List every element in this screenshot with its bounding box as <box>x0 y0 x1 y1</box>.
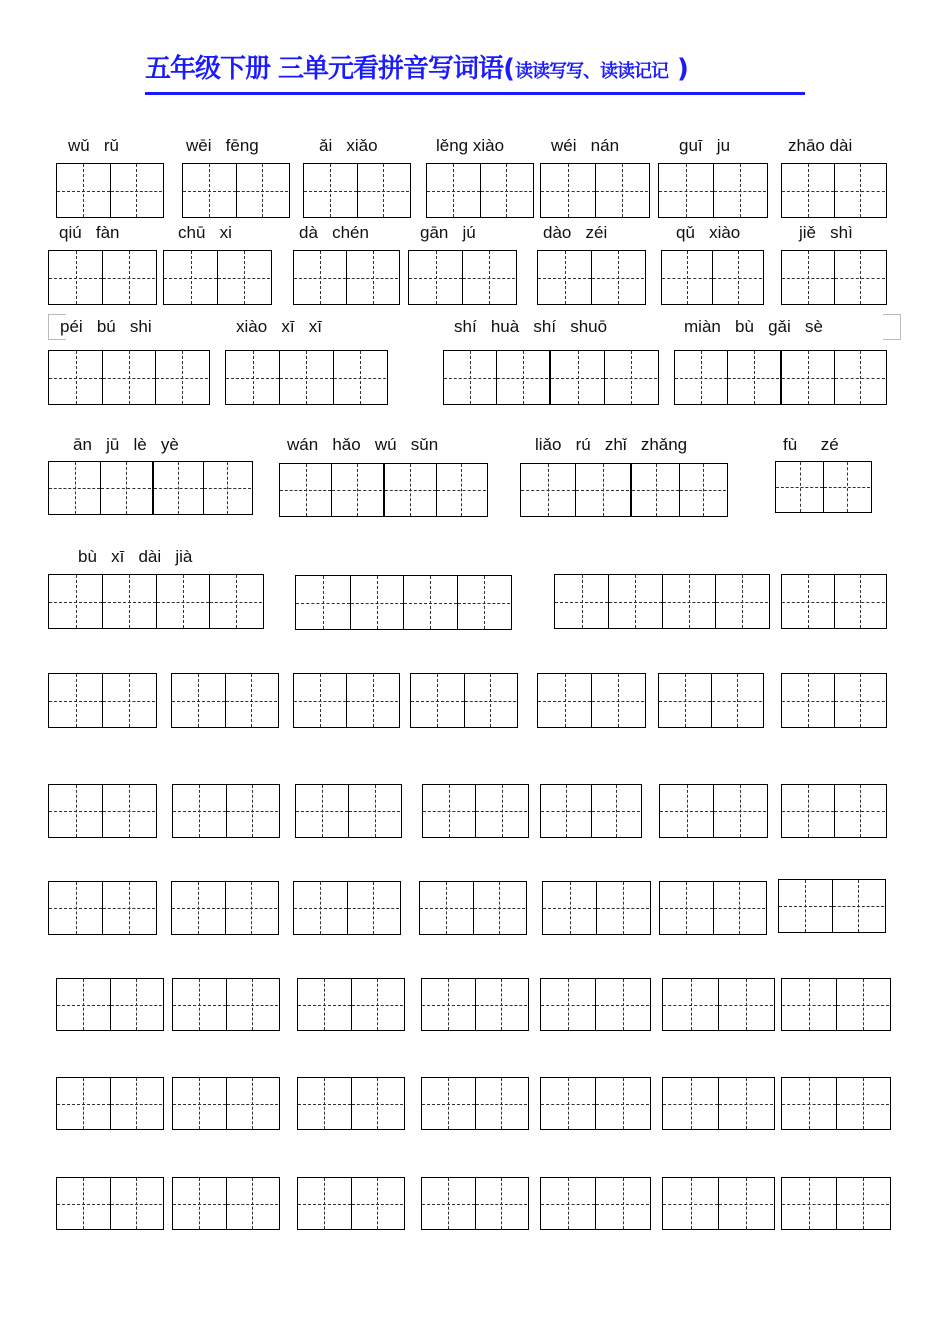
tianzige-cell[interactable] <box>604 351 657 404</box>
tianzige-cell[interactable] <box>436 464 487 516</box>
writing-grid-box[interactable] <box>781 1177 891 1230</box>
tianzige-cell[interactable] <box>836 1078 890 1129</box>
title-paren-close: ) <box>667 54 689 84</box>
tianzige-cell[interactable] <box>595 1178 649 1229</box>
tianzige-cell[interactable] <box>538 251 591 304</box>
writing-grid-box[interactable] <box>295 575 512 630</box>
writing-grid-box[interactable] <box>674 350 781 405</box>
tianzige-cell[interactable] <box>154 462 203 514</box>
tianzige-cell[interactable] <box>280 464 331 516</box>
tianzige-cell[interactable] <box>718 1178 773 1229</box>
tianzige-cell[interactable] <box>475 785 527 837</box>
writing-grid-box[interactable] <box>775 461 872 513</box>
writing-grid-box[interactable] <box>520 463 631 517</box>
tianzige-cell[interactable] <box>331 464 382 516</box>
tianzige-cell[interactable] <box>296 785 348 837</box>
tianzige-cell[interactable] <box>782 351 834 404</box>
writing-grid-box[interactable] <box>295 784 402 838</box>
tianzige-cell[interactable] <box>663 979 718 1030</box>
tianzige-cell[interactable] <box>298 1178 351 1229</box>
tianzige-cell[interactable] <box>100 462 151 514</box>
pinyin-label: bù xī dài jià <box>78 547 193 566</box>
tianzige-cell[interactable] <box>462 251 515 304</box>
writing-grid-box[interactable] <box>48 250 157 305</box>
tianzige-cell[interactable] <box>110 1078 163 1129</box>
tianzige-cell[interactable] <box>420 882 473 934</box>
writing-grid-box[interactable] <box>781 1077 891 1130</box>
tianzige-cell[interactable] <box>834 575 886 628</box>
tianzige-cell[interactable] <box>49 674 102 727</box>
writing-grid-box[interactable] <box>540 1077 651 1130</box>
tianzige-cell[interactable] <box>385 464 436 516</box>
pinyin-label: wán hǎo wú sǔn <box>287 435 439 454</box>
tianzige-cell[interactable] <box>236 164 289 217</box>
tianzige-cell[interactable] <box>782 785 834 837</box>
tianzige-cell[interactable] <box>226 1078 279 1129</box>
tianzige-cell[interactable] <box>57 1178 110 1229</box>
worksheet-title <box>145 48 805 94</box>
writing-grid-box[interactable] <box>554 574 770 629</box>
tianzige-cell[interactable] <box>496 351 548 404</box>
writing-grid-box[interactable] <box>293 673 400 728</box>
writing-grid-box[interactable] <box>662 1177 775 1230</box>
tianzige-cell[interactable] <box>834 674 886 727</box>
writing-grid-box[interactable] <box>426 163 534 218</box>
tianzige-cell[interactable] <box>782 251 834 304</box>
tianzige-cell[interactable] <box>675 351 727 404</box>
tianzige-cell[interactable] <box>164 251 217 304</box>
writing-grid-box[interactable] <box>279 463 384 517</box>
tianzige-cell[interactable] <box>226 979 279 1030</box>
tianzige-cell[interactable] <box>110 164 163 217</box>
tianzige-cell[interactable] <box>660 785 713 837</box>
writing-grid-box[interactable] <box>48 350 210 405</box>
tianzige-cell[interactable] <box>679 464 726 516</box>
tianzige-cell[interactable] <box>473 882 526 934</box>
tianzige-cell[interactable] <box>351 1178 404 1229</box>
writing-grid-box[interactable] <box>172 784 280 838</box>
tianzige-cell[interactable] <box>173 1078 226 1129</box>
tianzige-cell[interactable] <box>832 880 885 932</box>
tianzige-cell[interactable] <box>427 164 480 217</box>
tianzige-cell[interactable] <box>521 464 575 516</box>
pinyin-label: xiào xī xī <box>236 317 322 336</box>
writing-grid-box[interactable] <box>297 1077 405 1130</box>
tianzige-cell[interactable] <box>660 882 713 934</box>
tianzige-cell[interactable] <box>183 164 236 217</box>
tianzige-cell[interactable] <box>823 462 870 512</box>
writing-grid-box[interactable] <box>384 463 488 517</box>
tianzige-cell[interactable] <box>475 1078 528 1129</box>
writing-grid-box[interactable] <box>56 1177 164 1230</box>
tianzige-cell[interactable] <box>102 674 155 727</box>
tianzige-cell[interactable] <box>173 1178 226 1229</box>
writing-grid-box[interactable] <box>172 978 280 1031</box>
tianzige-cell[interactable] <box>172 882 225 934</box>
tianzige-cell[interactable] <box>102 351 155 404</box>
writing-grid-box[interactable] <box>778 879 886 933</box>
tianzige-cell[interactable] <box>836 979 890 1030</box>
writing-grid-box[interactable] <box>297 1177 405 1230</box>
writing-grid-box[interactable] <box>662 1077 775 1130</box>
tianzige-cell[interactable] <box>662 575 715 628</box>
tianzige-cell[interactable] <box>411 674 464 727</box>
tianzige-cell[interactable] <box>110 979 163 1030</box>
tianzige-cell[interactable] <box>538 674 591 727</box>
tianzige-cell[interactable] <box>422 1078 475 1129</box>
tianzige-cell[interactable] <box>713 882 766 934</box>
tianzige-cell[interactable] <box>475 1178 528 1229</box>
writing-grid-box[interactable] <box>540 1177 651 1230</box>
writing-grid-box[interactable] <box>56 1077 164 1130</box>
tianzige-cell[interactable] <box>333 351 386 404</box>
tianzige-cell[interactable] <box>423 785 475 837</box>
writing-grid-box[interactable] <box>781 574 887 629</box>
writing-grid-box[interactable] <box>153 461 253 515</box>
tianzige-cell[interactable] <box>347 882 400 934</box>
tianzige-cell[interactable] <box>776 462 823 512</box>
tianzige-cell[interactable] <box>834 251 886 304</box>
pinyin-label: qiú fàn <box>59 223 120 242</box>
tianzige-cell[interactable] <box>217 251 270 304</box>
tianzige-cell[interactable] <box>711 674 763 727</box>
tianzige-cell[interactable] <box>464 674 517 727</box>
tianzige-cell[interactable] <box>782 575 834 628</box>
tianzige-cell[interactable] <box>357 164 410 217</box>
tianzige-cell[interactable] <box>541 1078 595 1129</box>
tianzige-cell[interactable] <box>662 251 712 304</box>
pinyin-label: lěng xiào <box>436 136 505 155</box>
tianzige-cell[interactable] <box>659 674 711 727</box>
writing-grid-box[interactable] <box>297 978 405 1031</box>
tianzige-cell[interactable] <box>541 979 595 1030</box>
title-paren-open: ( <box>503 54 515 84</box>
tianzige-cell[interactable] <box>102 251 155 304</box>
pinyin-label: shí huà shí shuō <box>454 317 608 336</box>
tianzige-cell[interactable] <box>102 882 155 934</box>
tianzige-cell[interactable] <box>782 979 836 1030</box>
tianzige-cell[interactable] <box>57 979 110 1030</box>
tianzige-cell[interactable] <box>713 785 766 837</box>
tianzige-cell[interactable] <box>782 1078 836 1129</box>
writing-grid-box[interactable] <box>781 250 887 305</box>
tianzige-cell[interactable] <box>49 785 102 837</box>
tianzige-cell[interactable] <box>351 1078 404 1129</box>
pinyin-label: qǔ xiào <box>676 223 741 242</box>
tianzige-cell[interactable] <box>834 785 886 837</box>
tianzige-cell[interactable] <box>156 575 209 628</box>
writing-grid-box[interactable] <box>781 673 887 728</box>
writing-grid-box[interactable] <box>171 673 279 728</box>
writing-grid-box[interactable] <box>443 350 550 405</box>
pinyin-label: wǔ rǔ <box>68 136 120 155</box>
tianzige-cell[interactable] <box>102 785 155 837</box>
writing-grid-box[interactable] <box>225 350 388 405</box>
tianzige-cell[interactable] <box>834 164 886 217</box>
tianzige-cell[interactable] <box>403 576 457 629</box>
pinyin-label: dà chén <box>299 223 369 242</box>
pinyin-label: guī ju <box>679 136 731 155</box>
tianzige-cell[interactable] <box>296 576 350 629</box>
tianzige-cell[interactable] <box>173 785 226 837</box>
writing-grid-box[interactable] <box>421 1077 529 1130</box>
tianzige-cell[interactable] <box>834 351 886 404</box>
writing-grid-box[interactable] <box>659 881 767 935</box>
writing-grid-box[interactable] <box>662 978 775 1031</box>
writing-grid-box[interactable] <box>540 163 650 218</box>
writing-grid-box[interactable] <box>172 1177 280 1230</box>
corner-mark-right <box>883 314 901 340</box>
pinyin-label: wēi fēng <box>186 136 259 155</box>
writing-grid-box[interactable] <box>172 1077 280 1130</box>
tianzige-cell[interactable] <box>457 576 511 629</box>
title-sub: 读读写写、读读记记 <box>514 61 668 82</box>
tianzige-cell[interactable] <box>110 1178 163 1229</box>
pinyin-label: ān jū lè yè <box>73 435 179 454</box>
writing-grid-box[interactable] <box>422 784 529 838</box>
writing-grid-box[interactable] <box>537 673 646 728</box>
writing-grid-box[interactable] <box>781 163 887 218</box>
writing-grid-box[interactable] <box>537 250 646 305</box>
tianzige-cell[interactable] <box>779 880 832 932</box>
writing-grid-box[interactable] <box>419 881 527 935</box>
writing-grid-box[interactable] <box>48 574 264 629</box>
tianzige-cell[interactable] <box>591 251 644 304</box>
pinyin-label: fù zé <box>783 435 839 454</box>
tianzige-cell[interactable] <box>551 351 604 404</box>
tianzige-cell[interactable] <box>209 575 262 628</box>
writing-grid-box[interactable] <box>48 881 157 935</box>
tianzige-cell[interactable] <box>718 979 773 1030</box>
tianzige-cell[interactable] <box>294 882 347 934</box>
writing-grid-box[interactable] <box>631 463 728 517</box>
writing-grid-box[interactable] <box>781 978 891 1031</box>
pinyin-label: liǎo rú zhǐ zhǎng <box>535 435 688 454</box>
tianzige-cell[interactable] <box>575 464 629 516</box>
tianzige-cell[interactable] <box>727 351 779 404</box>
writing-grid-box[interactable] <box>540 978 651 1031</box>
title-main: 五年级下册 三单元看拼音写词语 <box>145 54 504 84</box>
tianzige-cell[interactable] <box>304 164 357 217</box>
tianzige-cell[interactable] <box>782 164 834 217</box>
tianzige-cell[interactable] <box>351 979 404 1030</box>
tianzige-cell[interactable] <box>49 462 100 514</box>
writing-grid-box[interactable] <box>781 350 887 405</box>
tianzige-cell[interactable] <box>298 1078 351 1129</box>
writing-grid-box[interactable] <box>408 250 517 305</box>
writing-grid-box[interactable] <box>48 673 157 728</box>
pinyin-label: gān jú <box>420 223 476 242</box>
tianzige-cell[interactable] <box>596 882 649 934</box>
tianzige-cell[interactable] <box>57 164 110 217</box>
tianzige-cell[interactable] <box>225 674 278 727</box>
tianzige-cell[interactable] <box>49 351 102 404</box>
tianzige-cell[interactable] <box>348 785 400 837</box>
tianzige-cell[interactable] <box>595 979 649 1030</box>
tianzige-cell[interactable] <box>663 1078 718 1129</box>
pinyin-label: péi bú shi <box>60 317 152 336</box>
tianzige-cell[interactable] <box>226 351 279 404</box>
tianzige-cell[interactable] <box>595 1078 649 1129</box>
tianzige-cell[interactable] <box>591 674 644 727</box>
pinyin-label: jiě shì <box>799 223 853 242</box>
tianzige-cell[interactable] <box>782 674 834 727</box>
writing-grid-box[interactable] <box>303 163 411 218</box>
tianzige-cell[interactable] <box>595 164 649 217</box>
writing-grid-box[interactable] <box>659 784 768 838</box>
writing-grid-box[interactable] <box>781 784 887 838</box>
writing-grid-box[interactable] <box>550 350 659 405</box>
tianzige-cell[interactable] <box>298 979 351 1030</box>
writing-grid-box[interactable] <box>410 673 518 728</box>
writing-grid-box[interactable] <box>421 978 529 1031</box>
tianzige-cell[interactable] <box>713 164 767 217</box>
tianzige-cell[interactable] <box>718 1078 773 1129</box>
tianzige-cell[interactable] <box>475 979 528 1030</box>
tianzige-cell[interactable] <box>57 1078 110 1129</box>
tianzige-cell[interactable] <box>608 575 661 628</box>
pinyin-label: wéi nán <box>551 136 620 155</box>
tianzige-cell[interactable] <box>444 351 496 404</box>
pinyin-label: miàn bù gǎi sè <box>684 317 823 336</box>
tianzige-cell[interactable] <box>541 164 595 217</box>
pinyin-label: chū xi <box>178 223 232 242</box>
tianzige-cell[interactable] <box>155 351 208 404</box>
tianzige-cell[interactable] <box>346 251 398 304</box>
writing-grid-box[interactable] <box>658 673 764 728</box>
tianzige-cell[interactable] <box>102 575 155 628</box>
pinyin-label: ǎi xiǎo <box>319 136 378 155</box>
tianzige-cell[interactable] <box>541 1178 595 1229</box>
writing-grid-box[interactable] <box>163 250 272 305</box>
tianzige-cell[interactable] <box>172 674 225 727</box>
tianzige-cell[interactable] <box>226 785 279 837</box>
tianzige-cell[interactable] <box>555 575 608 628</box>
tianzige-cell[interactable] <box>346 674 398 727</box>
writing-grid-box[interactable] <box>293 881 401 935</box>
tianzige-cell[interactable] <box>659 164 713 217</box>
tianzige-cell[interactable] <box>203 462 252 514</box>
tianzige-cell[interactable] <box>350 576 404 629</box>
tianzige-cell[interactable] <box>715 575 768 628</box>
pinyin-label: dào zéi <box>543 223 608 242</box>
tianzige-cell[interactable] <box>226 1178 279 1229</box>
tianzige-cell[interactable] <box>591 785 641 837</box>
tianzige-cell[interactable] <box>49 251 102 304</box>
writing-grid-box[interactable] <box>56 163 164 218</box>
tianzige-cell[interactable] <box>279 351 332 404</box>
tianzige-cell[interactable] <box>422 979 475 1030</box>
tianzige-cell[interactable] <box>49 575 102 628</box>
tianzige-cell[interactable] <box>49 882 102 934</box>
writing-grid-box[interactable] <box>421 1177 529 1230</box>
writing-grid-box[interactable] <box>542 881 651 935</box>
tianzige-cell[interactable] <box>173 979 226 1030</box>
tianzige-cell[interactable] <box>782 1178 836 1229</box>
pinyin-label: zhāo dài <box>788 136 853 155</box>
writing-grid-box[interactable] <box>56 978 164 1031</box>
tianzige-cell[interactable] <box>632 464 679 516</box>
title-underline <box>145 92 805 95</box>
writing-grid-box[interactable] <box>293 250 400 305</box>
writing-grid-box[interactable] <box>48 784 157 838</box>
tianzige-cell[interactable] <box>663 1178 718 1229</box>
writing-grid-box[interactable] <box>171 881 279 935</box>
writing-grid-box[interactable] <box>48 461 153 515</box>
writing-grid-box[interactable] <box>182 163 290 218</box>
tianzige-cell[interactable] <box>422 1178 475 1229</box>
writing-grid-box[interactable] <box>540 784 642 838</box>
tianzige-cell[interactable] <box>541 785 591 837</box>
tianzige-cell[interactable] <box>836 1178 890 1229</box>
tianzige-cell[interactable] <box>543 882 596 934</box>
tianzige-cell[interactable] <box>294 251 346 304</box>
tianzige-cell[interactable] <box>409 251 462 304</box>
tianzige-cell[interactable] <box>225 882 278 934</box>
writing-grid-box[interactable] <box>658 163 768 218</box>
tianzige-cell[interactable] <box>294 674 346 727</box>
writing-grid-box[interactable] <box>661 250 764 305</box>
tianzige-cell[interactable] <box>480 164 533 217</box>
tianzige-cell[interactable] <box>712 251 762 304</box>
